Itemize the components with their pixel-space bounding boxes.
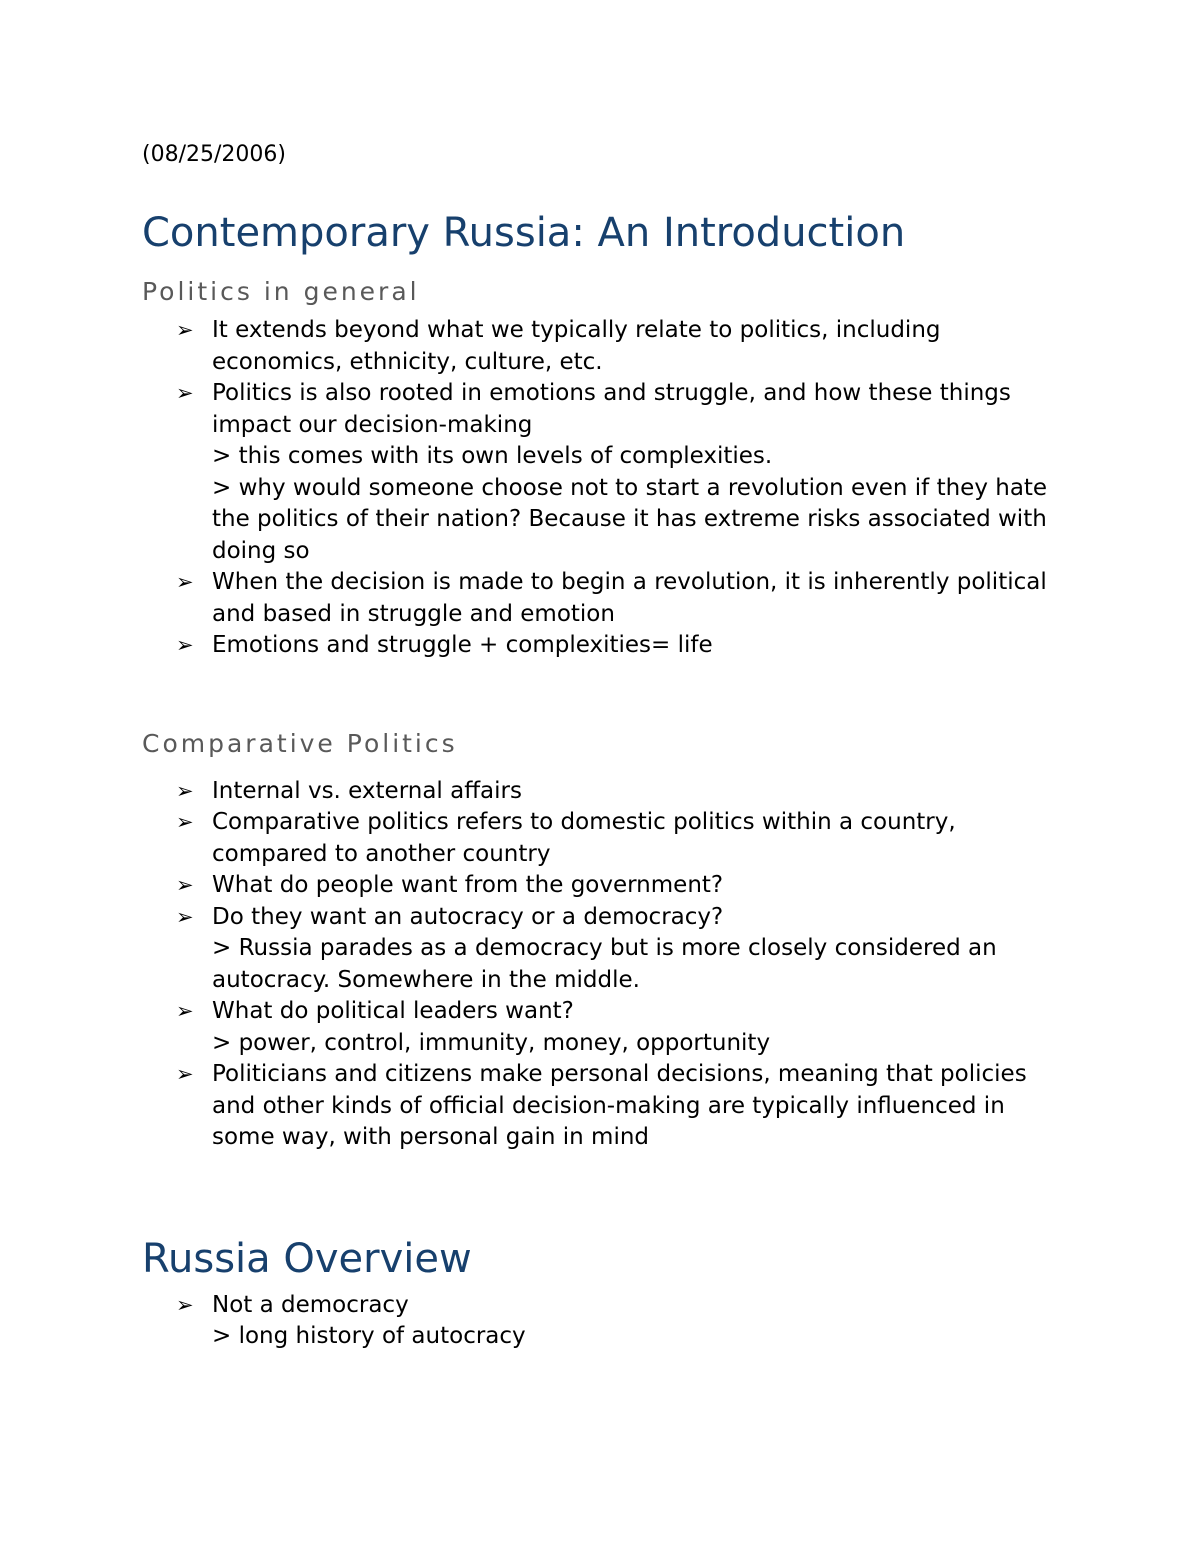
list-item-text: Internal vs. external affairs — [212, 777, 522, 804]
bullet-list-politics-in-general — [142, 315, 1062, 662]
section-heading-comparative-politics: Comparative Politics — [142, 728, 458, 758]
date-line: (08/25/2006) — [142, 142, 286, 167]
arrow-bullet-icon: ➢ — [176, 873, 194, 897]
list-item-text: Do they want an autocracy or a democracy? — [212, 903, 724, 930]
list-item-text: When the decision is made to begin a revolution, it is inherently political and based in struggle and emotion — [212, 569, 1047, 627]
list-item — [142, 315, 1062, 378]
list-item — [142, 1059, 1062, 1154]
arrow-bullet-icon: ➢ — [176, 778, 194, 803]
list-item — [142, 1290, 1062, 1353]
list-item-text: What do people want from the government? — [212, 872, 724, 898]
list-item — [142, 567, 1062, 630]
page-title: Contemporary Russia: An Introduction — [142, 210, 906, 256]
arrow-bullet-icon: ➢ — [176, 381, 194, 405]
arrow-bullet-icon: ➢ — [176, 1292, 194, 1317]
list-item — [142, 378, 1062, 567]
list-item — [142, 807, 1062, 870]
heading-russia-overview: Russia Overview — [142, 1235, 472, 1282]
list-item-text: Comparative politics refers to domestic politics within a country, compared to another country — [212, 809, 956, 867]
sub-point: > Russia parades as a democracy but is more closely considered an autocracy. Somewhere in the middle. — [212, 935, 997, 993]
list-item-text: What do political leaders want? — [212, 998, 574, 1024]
list-item — [142, 870, 1062, 902]
sub-point: > long history of autocracy — [212, 1323, 526, 1349]
list-item-text: Not a democracy — [212, 1291, 409, 1318]
arrow-bullet-icon: ➢ — [176, 633, 194, 657]
arrow-bullet-icon: ➢ — [176, 1062, 194, 1086]
sub-point: > this comes with its own levels of complexities. — [212, 443, 773, 469]
list-item — [142, 630, 1062, 662]
list-item — [142, 996, 1062, 1059]
list-item — [142, 776, 1062, 808]
list-item-text: Politics is also rooted in emotions and struggle, and how these things impact our decision-making — [212, 380, 1011, 438]
arrow-bullet-icon: ➢ — [176, 999, 194, 1023]
arrow-bullet-icon: ➢ — [176, 570, 194, 594]
document-page — [142, 140, 1062, 1353]
bullet-list-comparative-politics — [142, 776, 1062, 1154]
section-heading-politics-in-general: Politics in general — [142, 277, 420, 306]
arrow-bullet-icon: ➢ — [176, 904, 194, 929]
list-item-text: It extends beyond what we typically relate to politics, including economics, ethnicity, culture, etc. — [212, 317, 941, 375]
sub-point: > power, control, immunity, money, opportunity — [212, 1029, 771, 1056]
list-item-text: Emotions and struggle + complexities= life — [212, 632, 713, 658]
bullet-list-russia-overview — [142, 1290, 1062, 1353]
sub-point: > why would someone choose not to start a revolution even if they hate the politics of their nation? Because it has extreme risks associated with doing so — [212, 474, 1048, 564]
arrow-bullet-icon: ➢ — [176, 318, 194, 342]
list-item-text: Politicians and citizens make personal decisions, meaning that policies and other kinds of official decision-making are typically influenced in some way, with personal gain in mind — [212, 1061, 1027, 1150]
arrow-bullet-icon: ➢ — [176, 810, 194, 834]
list-item — [142, 902, 1062, 997]
